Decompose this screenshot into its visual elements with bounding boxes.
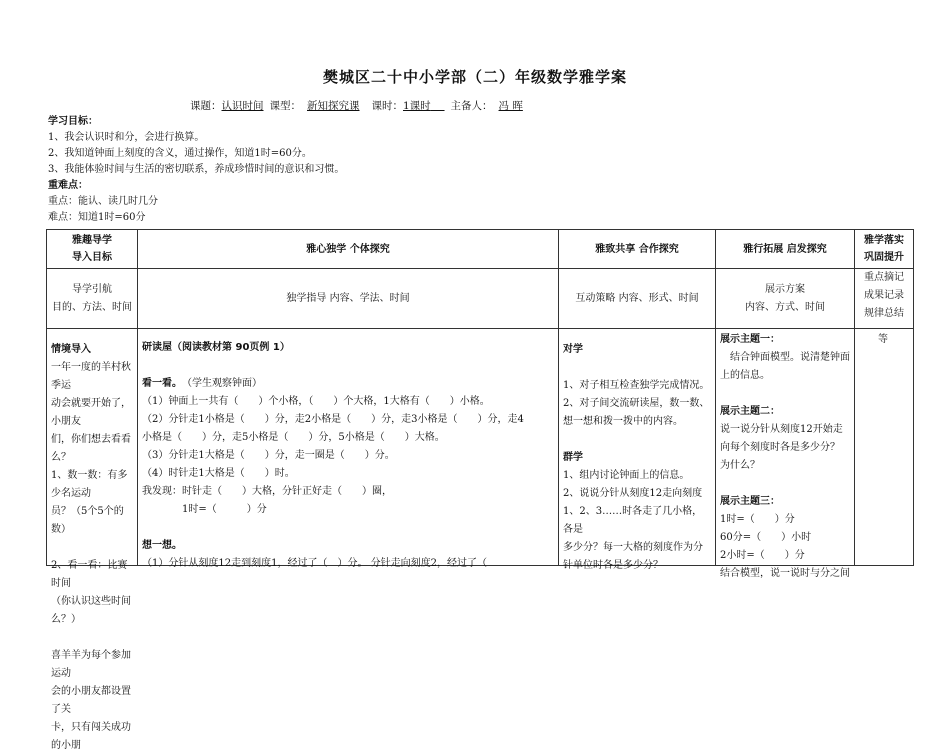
lesson-meta [190,98,523,113]
theme3-heading: 展示主题三： [720,496,780,507]
col2-line: 小格是（ ）分，走5小格是（ ）分，5小格是（ ）大格。 [142,432,445,443]
header-col4: 雅行拓展 启发探究 [716,230,855,269]
preparer-value: 冯 晖 [498,100,523,112]
content-col5 [855,329,914,566]
col3-line: 2、说说分针从刻度12走向刻度 [563,488,703,499]
col1-line: （你认识这些时间么？） [51,596,131,625]
col1-line: 会的小朋友都设置了关 [51,686,131,715]
content-row [47,329,914,566]
content-col4 [716,329,855,579]
col1-line: 卡，只有闯关成功的小朋 [51,722,131,751]
col4-line: 结合钟面模型。说清楚钟面 [720,352,850,363]
subheader-col3: 互动策略 内容、形式、时间 [559,269,716,329]
goals-section [48,114,344,226]
col4-line: 向每个刻度时各是多少分？ [720,442,840,453]
subheader-row [47,269,914,329]
col4-line: 说一说分针从刻度12开始走 [720,424,843,435]
col1-line: 喜羊羊为每个参加运动 [51,650,131,679]
hours-label: 课时： [371,100,403,112]
content-col1 [47,329,138,751]
subheader-col4: 展示方案 内容、方式、时间 [716,269,855,329]
col2-line: （2）分针走1小格是（ ）分，走2小格是（ ）分，走3小格是（ ）分，走4 [142,414,524,425]
col3-line: 2、对子间交流研读屋，数一数、 [563,398,710,409]
col3-line: 想一想和拨一拨中的内容。 [563,416,683,427]
side-note: 等 [878,334,888,345]
subheader-col1: 导学引航 目的、方法、时间 [47,269,138,329]
keypoint-item: 难点：知道1时=60分 [48,212,146,223]
col2-line: （4）时针走1大格是（ ）时。 [142,468,295,479]
topic-value: 认识时间 [221,100,264,112]
goal-item: 2、我知道钟面上刻度的含义，通过操作，知道1时=60分。 [48,148,312,159]
col4-line: 为什么？ [720,460,760,471]
col4-line: 1时=（ ）分 [720,514,795,525]
col3-line: 1、2、3……时各走了几小格，各是 [563,506,703,535]
preparer-label: 主备人： [450,100,493,112]
keypoints-heading: 重难点： [48,180,88,191]
subheader-col5: 重点摘记 成果记录 规律总结 [855,269,914,329]
lesson-table [46,229,914,751]
col1-line: 们，你们想去看看么？ [51,434,131,463]
subheader-col2: 独学指导 内容、学法、时间 [138,269,559,329]
col1-line: 2、看一看：比赛时间 [51,560,128,589]
header-col3: 雅致共享 合作探究 [559,230,716,269]
topic-label: 课题： [190,100,222,112]
col2-line: 1时=（ ）分 [142,504,267,515]
col3-line: 多少分？每一大格的刻度作为分 [563,542,703,553]
hours-value: 1课时 [403,100,431,112]
content-col3 [559,329,716,571]
theme1-heading: 展示主题一： [720,334,780,345]
col3-line: 1、组内讨论钟面上的信息。 [563,470,690,481]
col2-heading: 研读屋（阅读教材第 90页例 1） [142,342,290,353]
header-col1: 雅趣导学 导入目标 [47,230,138,269]
col3-line: 1、对子相互检查独学完成情况。 [563,380,710,391]
col4-line: 60分=（ ）小时 [720,532,812,543]
goals-heading: 学习目标： [48,116,98,127]
keypoint-item: 重点：能认、读几时几分 [48,196,158,207]
goal-item: 1、我会认识时和分，会进行换算。 [48,132,205,143]
content-col2 [138,329,559,569]
goal-item: 3、我能体验时间与生活的密切联系，养成珍惜时间的意识和习惯。 [48,164,345,175]
col3-heading-group: 群学 [563,452,583,463]
col2-line: 我发现：时针走（ ）大格，分针正好走（ ）圈， [142,486,392,497]
header-col2: 雅心独学 个体探究 [138,230,559,269]
look-heading: 看一看。 [142,378,177,389]
page-title: 樊城区二十中小学部（二）年级数学雅学案 [322,68,627,86]
think-heading: 想一想。 [142,540,182,551]
theme2-heading: 展示主题二： [720,406,780,417]
col2-line: （3）分针走1大格是（ ）分，走一圈是（ ）分。 [142,450,395,461]
col2-line: （1）钟面上一共有（ ）个小格，（ ）个大格，1大格有（ ）小格。 [142,396,490,407]
look-note: （学生观察钟面） [187,378,262,389]
col1-line: 动会就要开始了，小朋友 [51,398,131,427]
col2-line: （1）分针从刻度12走到刻度1，经过了（ ）分。 分针走向刻度2，经过了（ [142,558,487,569]
col1-heading: 情境导入 [51,344,91,355]
type-value: 新知探究课 [307,100,360,112]
type-label: 课型： [269,100,301,112]
col1-line: 员？（5个5个的数） [51,506,124,535]
col1-line: 一年一度的羊村秋季运 [51,362,131,391]
col4-line: 2小时=（ ）分 [720,550,805,561]
col1-line: 1、数一数：有多少名运动 [51,470,128,499]
header-col5: 雅学落实 巩固提升 [855,230,914,269]
col3-line: 针单位时各是多少分？ [563,560,663,571]
col3-heading-pair: 对学 [563,344,583,355]
header-row [47,230,914,269]
col4-line: 上的信息。 [720,370,770,381]
col4-line: 结合模型，说一说时与分之间 [720,568,850,579]
